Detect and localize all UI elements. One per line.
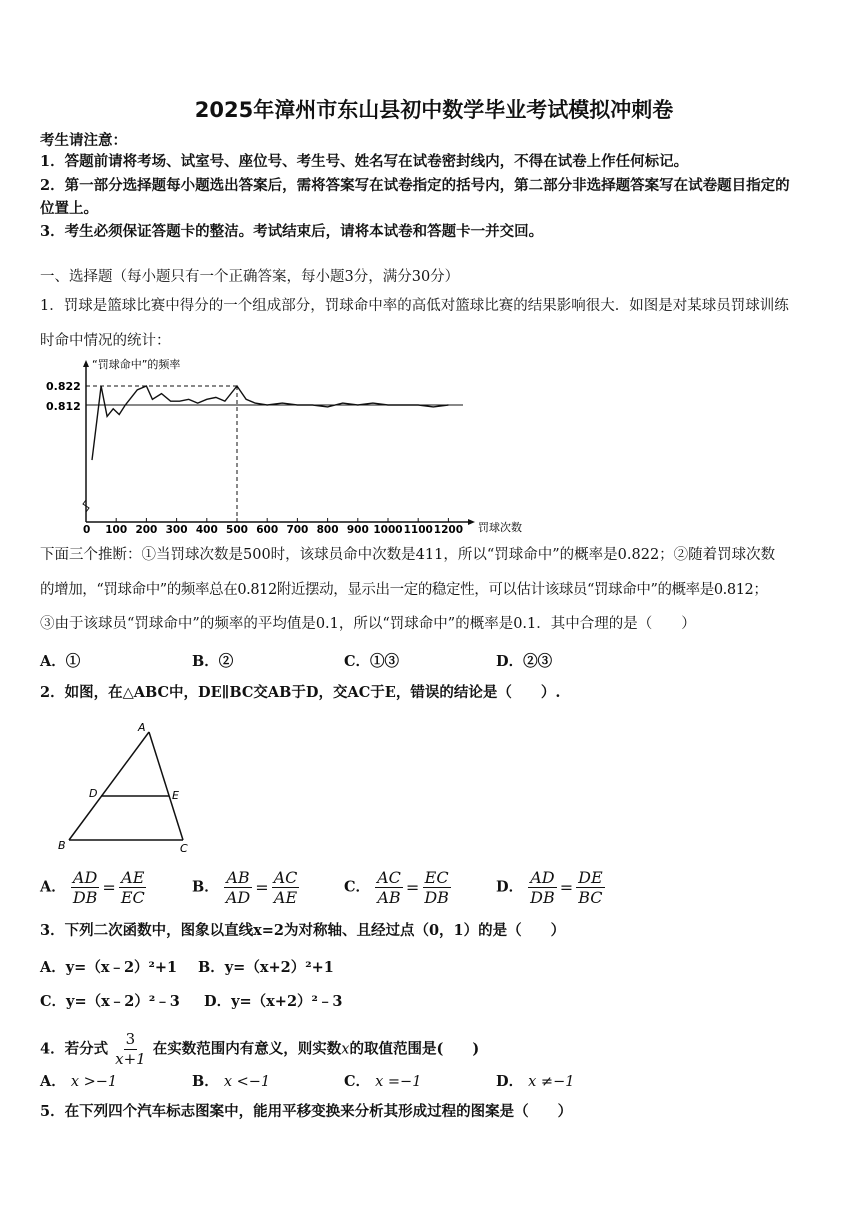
x-tick-label: 1100: [403, 524, 433, 536]
numerator: DE: [578, 868, 603, 887]
y-tick-0822: 0.822: [46, 380, 81, 393]
q1-inference-3: ③由于该球员“罚球命中”的频率的平均值是0.1，所以“罚球命中”的概率是0.1．其中合理的是（ ）: [40, 616, 696, 632]
equals-sign: =: [255, 878, 269, 897]
q4-option-d-letter: D．: [496, 1073, 524, 1090]
label-e: E: [172, 789, 179, 802]
notice-item-3: 3．考生必须保证答题卡的整洁。考试结束后，请将本试卷和答题卡一并交回。: [40, 223, 544, 240]
denominator: x+1: [115, 1050, 146, 1068]
q2-option-b-right-fraction: [272, 868, 300, 907]
x-tick-label: 500: [226, 524, 248, 536]
series-line: [92, 386, 448, 460]
q1-stem-line1: 1．罚球是篮球比赛中得分的一个组成部分，罚球命中率的高低对篮球比赛的结果影响很大．如图是对某球员罚球训练: [40, 298, 789, 314]
label-d: D: [89, 787, 98, 800]
denominator: EC: [120, 888, 145, 907]
q1-stem-line2: 时命中情况的统计：: [40, 333, 171, 349]
y-axis-arrow: [83, 360, 89, 367]
q1-option-c[interactable]: C．①③: [344, 653, 400, 670]
q3-option-c[interactable]: C．y=（x﹣2）²﹣3: [40, 993, 180, 1010]
x-tick-label: 1000: [373, 524, 403, 536]
notice-item-2-cont: 位置上。: [40, 200, 98, 217]
x-axis-arrow: [468, 519, 475, 525]
q2-option-a-right-fraction: [119, 868, 147, 907]
notice-heading: 考生请注意：: [40, 132, 127, 149]
q2-option-b-letter: B．: [192, 878, 219, 896]
q2-option-c-right-fraction: [422, 868, 451, 907]
numerator: AE: [121, 868, 145, 887]
q4-option-c-expr: x =−1: [375, 1074, 422, 1090]
numerator: AB: [226, 868, 250, 887]
q2-option-a-letter: A．: [40, 878, 66, 896]
q3-option-d[interactable]: D．y=（x+2）²﹣3: [204, 993, 343, 1010]
q4-option-c-letter: C．: [344, 1073, 371, 1090]
x-tick-label: 200: [135, 524, 158, 536]
label-c: C: [180, 842, 188, 855]
denominator: DB: [72, 888, 98, 907]
q1-inference-2: 的增加，“罚球命中”的频率总在0.812附近摆动，显示出一定的稳定性，可以估计该球员“罚球命中”的概率是0.812；: [40, 582, 768, 598]
q4-option-a[interactable]: [40, 1070, 117, 1091]
q2-option-d[interactable]: [496, 868, 605, 907]
q4-variable: x: [341, 1041, 350, 1058]
q4-option-d-expr: x ≠−1: [528, 1074, 575, 1090]
equals-sign: =: [405, 878, 420, 897]
x-tick-label: 300: [165, 524, 188, 536]
q2-option-a-left-fraction: [71, 868, 100, 907]
x-tick-label: 0: [83, 524, 91, 536]
denominator: BC: [578, 888, 603, 907]
q4-stem-post: 在实数范围内有意义，则实数: [152, 1040, 342, 1058]
x-tick-label: 1200: [433, 524, 464, 536]
q4-stem-end: 的取值范围是( ): [349, 1040, 480, 1058]
notice-item-2: 2．第一部分选择题每小题选出答案后，需将答案写在试卷指定的括号内，第二部分非选择题答案写在试卷题目指定的: [40, 177, 790, 194]
side-ab: [69, 732, 149, 840]
page-title: 2025年漳州市东山县初中数学毕业考试模拟冲刺卷: [194, 98, 674, 122]
x-tick-label: 600: [256, 524, 279, 536]
q4-option-a-expr: x >−1: [70, 1074, 118, 1090]
q4-option-b[interactable]: [192, 1070, 270, 1091]
numerator: EC: [424, 868, 449, 887]
y-axis-label: “罚球命中”的频率: [92, 358, 181, 371]
notice-item-1: 1．答题前请将考场、试室号、座位号、考生号、姓名写在试卷密封线内，不得在试卷上作任何标记。: [40, 153, 689, 170]
frequency-chart: [38, 352, 538, 540]
q2-option-a[interactable]: [40, 868, 147, 907]
q4-option-d[interactable]: [496, 1070, 574, 1091]
q1-option-d[interactable]: D．②③: [496, 653, 553, 670]
q1-option-a[interactable]: A．①: [40, 653, 81, 670]
side-ac: [149, 732, 183, 840]
q3-option-a[interactable]: A．y=（x﹣2）²+1: [40, 959, 178, 976]
q2-option-b-left-fraction: [224, 868, 252, 907]
q4-option-b-letter: B．: [192, 1073, 219, 1090]
label-b: B: [58, 839, 66, 852]
equals-sign: =: [102, 878, 116, 897]
triangle-figure: [50, 720, 200, 860]
equals-sign: =: [559, 878, 574, 897]
denominator: AB: [377, 888, 401, 907]
q2-option-d-right-fraction: [576, 868, 605, 907]
denominator: AD: [225, 888, 251, 907]
q2-option-b[interactable]: [192, 868, 299, 907]
q4-stem: [40, 1030, 479, 1069]
x-tick-label: 700: [286, 524, 309, 536]
q4-option-b-expr: x <−1: [223, 1074, 271, 1090]
q2-option-c-left-fraction: [375, 868, 403, 907]
q2-option-c-letter: C．: [344, 878, 371, 896]
numerator: AD: [530, 868, 555, 887]
q4-fraction: [113, 1030, 148, 1069]
q4-option-a-letter: A．: [40, 1073, 66, 1090]
denominator: DB: [424, 888, 449, 907]
x-tick-label: 400: [195, 524, 218, 536]
q5-stem: 5．在下列四个汽车标志图案中，能用平移变换来分析其形成过程的图案是（ ）: [40, 1103, 573, 1120]
q4-option-c[interactable]: [344, 1070, 421, 1091]
x-tick-label: 900: [346, 524, 369, 536]
section-heading: 一、选择题（每小题只有一个正确答案，每小题3分，满分30分）: [40, 269, 460, 285]
q4-stem-pre: 4．若分式: [40, 1040, 109, 1058]
numerator: AC: [377, 868, 401, 887]
q3-stem: 3．下列二次函数中，图象以直线x=2为对称轴、且经过点（0，1）的是（ ）: [40, 922, 566, 939]
q2-option-c[interactable]: [344, 868, 451, 907]
x-tick-label: 100: [105, 524, 128, 536]
q3-option-b[interactable]: B．y=（x+2）²+1: [198, 959, 334, 976]
q1-option-b[interactable]: B．②: [192, 653, 234, 670]
x-axis-label: 罚球次数: [478, 521, 522, 534]
numerator: AC: [273, 868, 298, 887]
numerator: AD: [72, 868, 98, 887]
denominator: AE: [273, 888, 298, 907]
q2-option-d-left-fraction: [528, 868, 557, 907]
y-tick-0812: 0.812: [46, 400, 81, 413]
x-tick-label: 800: [316, 524, 339, 536]
q2-stem: 2．如图，在△ABC中，DE∥BC交AB于D，交AC于E，错误的结论是（ ）.: [40, 684, 561, 701]
q2-option-d-letter: D．: [496, 878, 524, 896]
q1-inference-1: 下面三个推断：①当罚球次数是500时，该球员命中次数是411，所以“罚球命中”的概率是0.822；②随着罚球次数: [40, 547, 776, 563]
denominator: DB: [530, 888, 555, 907]
numerator: 3: [125, 1030, 136, 1048]
label-a: A: [138, 721, 146, 734]
